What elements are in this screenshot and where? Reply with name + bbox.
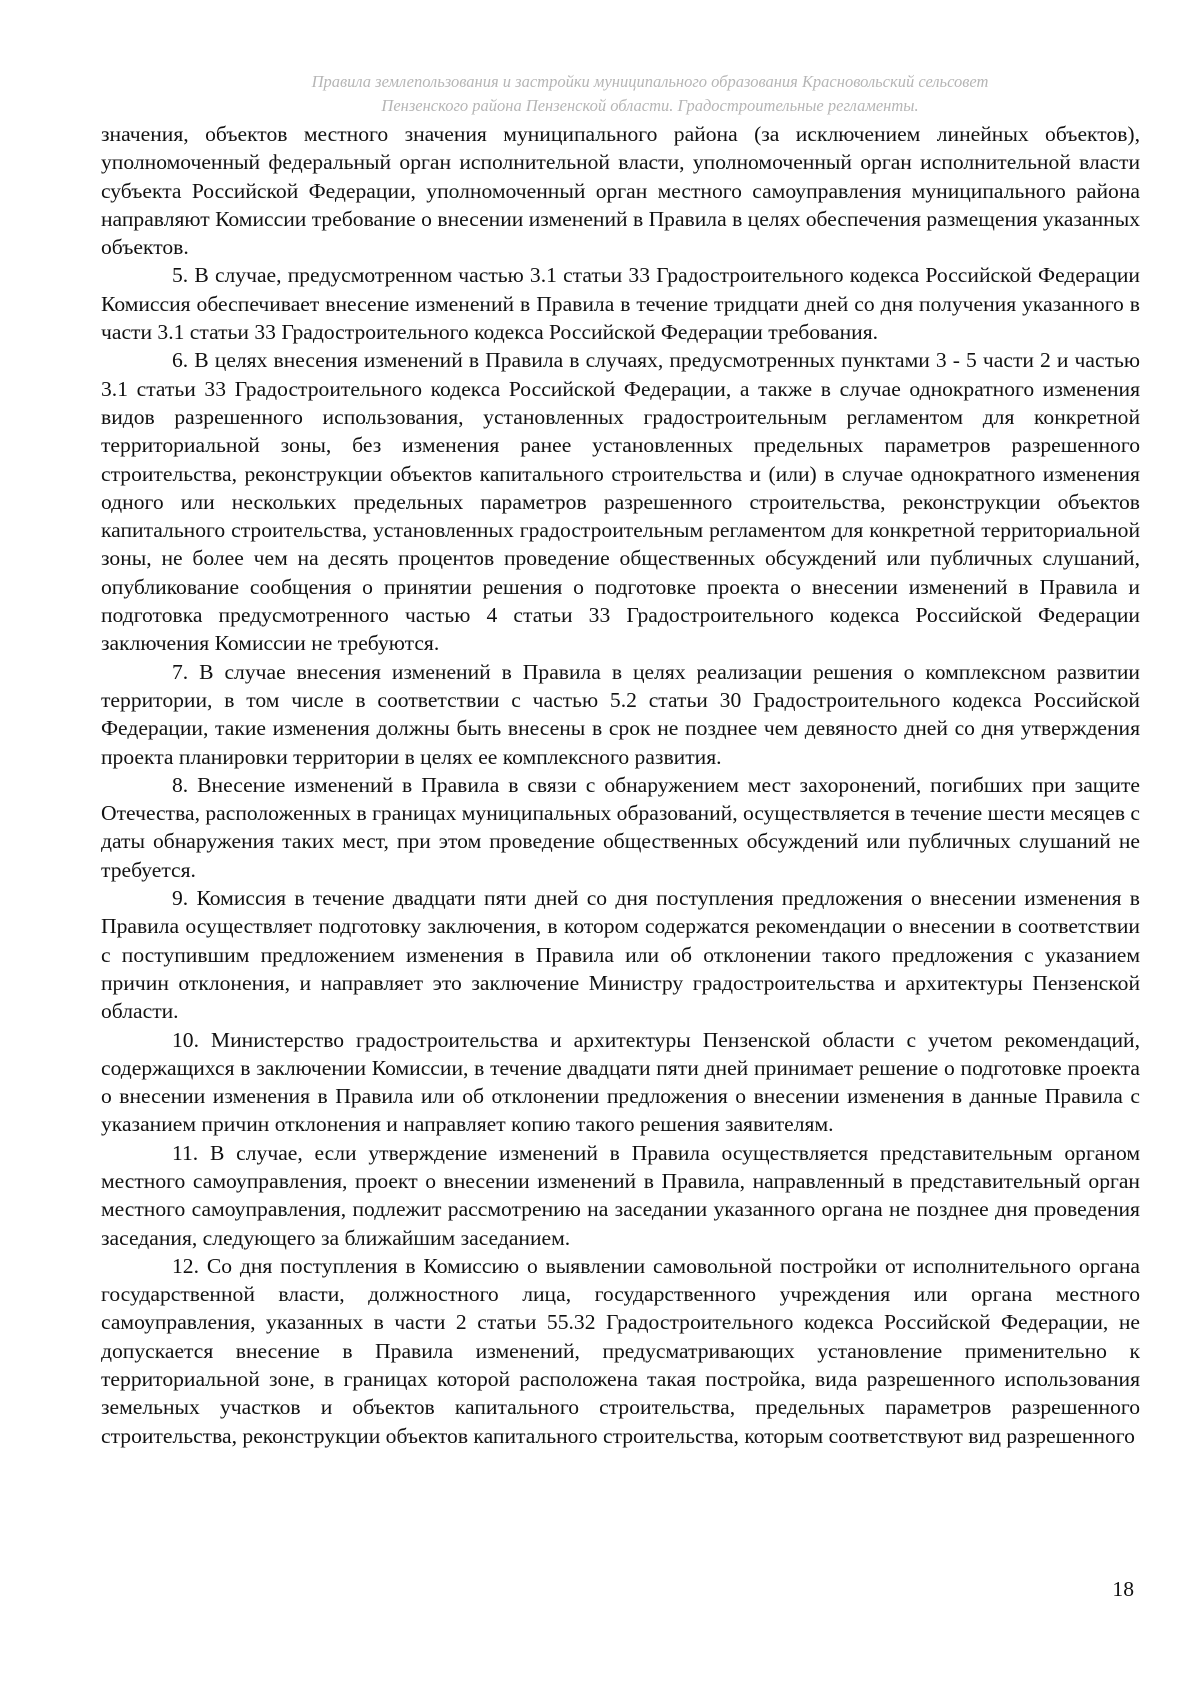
page-number: 18 (1112, 1577, 1134, 1601)
paragraph-item-6: 6. В целях внесения изменений в Правила в случаях, предусмотренных пунктами 3 - 5 части 2 и частью 3.1 статьи 33 Градостроительного кодекса Российской Федерации, а также в случае однократного изменения видов разрешенного использования, установленных градостроительным регламентом для конкретной территориальной зоны, без изменения ранее установленных предельных параметров разрешенного строительства, реконструкции объектов капитального строительства и (или) в случае однократного изменения одного или нескольких предельных параметров разрешенного строительства, реконструкции объектов капитального строительства, установленных градостроительным регламентом для конкретной территориальной зоны, не более чем на десять процентов проведение общественных обсуждений или публичных слушаний, опубликование сообщения о принятии решения о подготовке проекта о внесении изменений в Правила и подготовка предусмотренного частью 4 статьи 33 Градостроительного кодекса Российской Федерации заключения Комиссии не требуются. (101, 348, 1140, 656)
header-line-1: Правила землепользования и застройки муниципального образования Красновольский сельсовет (311, 72, 989, 91)
document-body (101, 120, 1140, 1450)
paragraph-item-12: 12. Со дня поступления в Комиссию о выявлении самовольной постройки от исполнительного органа государственной власти, должностного лица, государственного учреждения или органа местного самоуправления, указанных в части 2 статьи 55.32 Градостроительного кодекса Российской Федерации, не допускается внесение в Правила изменений, предусматривающих установление применительно к территориальной зоне, в границах которой расположена такая постройка, вида разрешенного использования земельных участков и объектов капитального строительства, предельных параметров разрешенного строительства, реконструкции объектов капитального строительства, которым соответствуют вид разрешенного (101, 1253, 1140, 1448)
paragraph-item-11: 11. В случае, если утверждение изменений в Правила осуществляется представительным органом местного самоуправления, проект о внесении изменений в Правила, направленный в представительный орган местного самоуправления, подлежит рассмотрению на заседании указанного органа не позднее дня проведения заседания, следующего за ближайшим заседанием. (101, 1140, 1140, 1250)
paragraph-item-8: 8. Внесение изменений в Правила в связи с обнаружением мест захоронений, погибших при защите Отечества, расположенных в границах муниципальных образований, осуществляется в течение шести месяцев с даты обнаружения таких мест, при этом проведение общественных обсуждений или публичных слушаний не требуется. (101, 772, 1140, 882)
paragraph-item-7: 7. В случае внесения изменений в Правила в целях реализации решения о комплексном развитии территории, в том числе в соответствии с частью 5.2 статьи 30 Градостроительного кодекса Российской Федерации, такие изменения должны быть внесены в срок не позднее чем девяносто дней со дня утверждения проекта планировки территории в целях ее комплексного развития. (101, 659, 1140, 769)
header-line-2: Пензенского района Пензенской области. Градостроительные регламенты. (381, 96, 919, 115)
paragraph-item-10: 10. Министерство градостроительства и архитектуры Пензенской области с учетом рекомендаций, содержащихся в заключении Комиссии, в течение двадцати пяти дней принимает решение о подготовке проекта о внесении изменения в Правила или об отклонении предложения о внесении изменения в данные Правила с указанием причин отклонения и направляет копию такого решения заявителям. (101, 1027, 1140, 1137)
paragraph-item-5: 5. В случае, предусмотренном частью 3.1 статьи 33 Градостроительного кодекса Российской Федерации Комиссия обеспечивает внесение изменений в Правила в течение тридцати дней со дня получения указанного в части 3.1 статьи 33 Градостроительного кодекса Российской Федерации требования. (101, 263, 1140, 345)
running-header (180, 70, 1120, 118)
paragraph-item-9: 9. Комиссия в течение двадцати пяти дней со дня поступления предложения о внесении изменения в Правила осуществляет подготовку заключения, в котором содержатся рекомендации о внесении в соответствии с поступившим предложением изменения в Правила или об отклонении такого предложения с указанием причин отклонения, и направляет это заключение Министру градостроительства и архитектуры Пензенской области. (101, 886, 1140, 1024)
paragraph-continuation: значения, объектов местного значения муниципального района (за исключением линейных объектов), уполномоченный федеральный орган исполнительной власти, уполномоченный орган исполнительной власти субъекта Российской Федерации, уполномоченный орган местного самоуправления муниципального района направляют Комиссии требование о внесении изменений в Правила в целях обеспечения размещения указанных объектов. (101, 122, 1140, 260)
